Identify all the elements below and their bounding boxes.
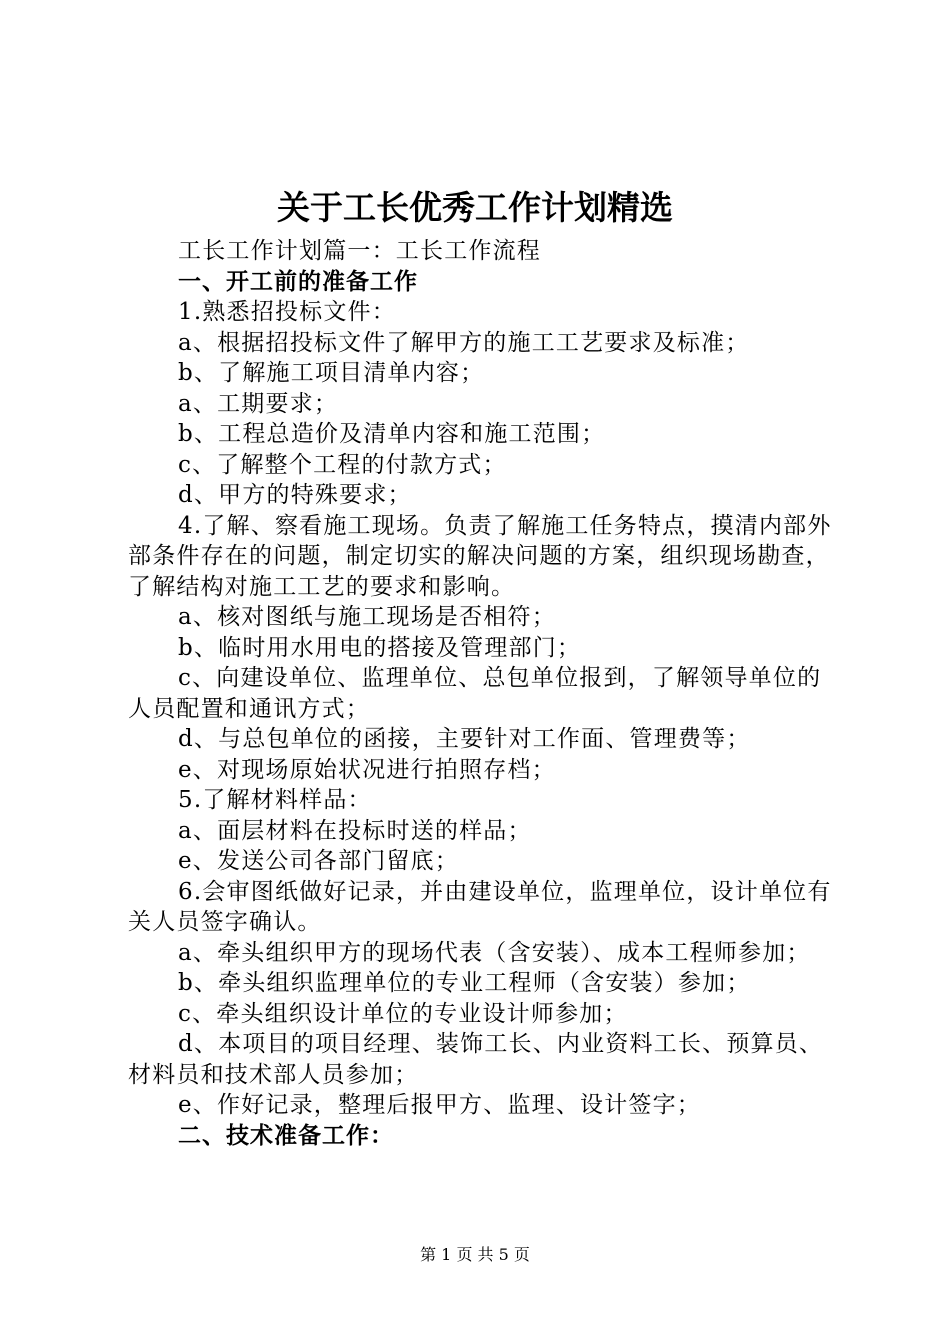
paragraph: e、发送公司各部门留底；	[178, 848, 460, 874]
page-title: 关于工长优秀工作计划精选	[277, 188, 673, 227]
document-body	[128, 236, 840, 1151]
paragraph: b、临时用水用电的搭接及管理部门；	[178, 634, 582, 661]
section-heading: 一、开工前的准备工作	[178, 268, 418, 295]
paragraph: d、甲方的特殊要求；	[178, 482, 412, 508]
paragraph: 5.了解材料样品：	[178, 787, 372, 813]
paragraph: e、作好记录，整理后报甲方、监理、设计签字；	[178, 1092, 702, 1118]
page-number-footer: 第 1 页 共 5 页	[420, 1245, 530, 1264]
paragraph: 工长工作计划篇一：工长工作流程	[178, 238, 541, 264]
paragraph: b、工程总造价及清单内容和施工范围；	[178, 421, 606, 447]
paragraph: 4.了解、察看施工现场。负责了解施工任务特点，摸清内部外部条件存在的问题，制定切实的解决问题的方案，组织现场勘查，了解结构对施工工艺的要求和影响。	[128, 512, 832, 600]
paragraph: c、了解整个工程的付款方式；	[178, 451, 507, 478]
paragraph: e、对现场原始状况进行拍照存档；	[178, 756, 556, 783]
paragraph: a、面层材料在投标时送的样品；	[178, 817, 532, 844]
paragraph: a、根据招投标文件了解甲方的施工工艺要求及标准；	[178, 329, 750, 356]
paragraph: d、与总包单位的函接，主要针对工作面、管理费等；	[178, 726, 751, 752]
paragraph: 1.熟悉招投标文件：	[178, 299, 396, 325]
paragraph: a、核对图纸与施工现场是否相符；	[178, 604, 556, 630]
paragraph: d、本项目的项目经理、装饰工长、内业资料工长、预算员、材料员和技术部人员参加；	[128, 1031, 824, 1088]
paragraph: b、牵头组织监理单位的专业工程师（含安装）参加；	[178, 970, 751, 996]
paragraph: 6.会审图纸做好记录，并由建设单位，监理单位，设计单位有关人员签字确认。	[128, 878, 832, 935]
paragraph: b、了解施工项目清单内容；	[178, 360, 485, 386]
paragraph: a、工期要求；	[178, 390, 339, 417]
paragraph: a、牵头组织甲方的现场代表（含安装）、成本工程师参加；	[178, 939, 811, 966]
paragraph: c、向建设单位、监理单位、总包单位报到，了解领导单位的人员配置和通讯方式；	[128, 665, 822, 722]
paragraph: c、牵头组织设计单位的专业设计师参加；	[178, 1000, 628, 1027]
section-heading: 二、技术准备工作：	[178, 1122, 394, 1149]
